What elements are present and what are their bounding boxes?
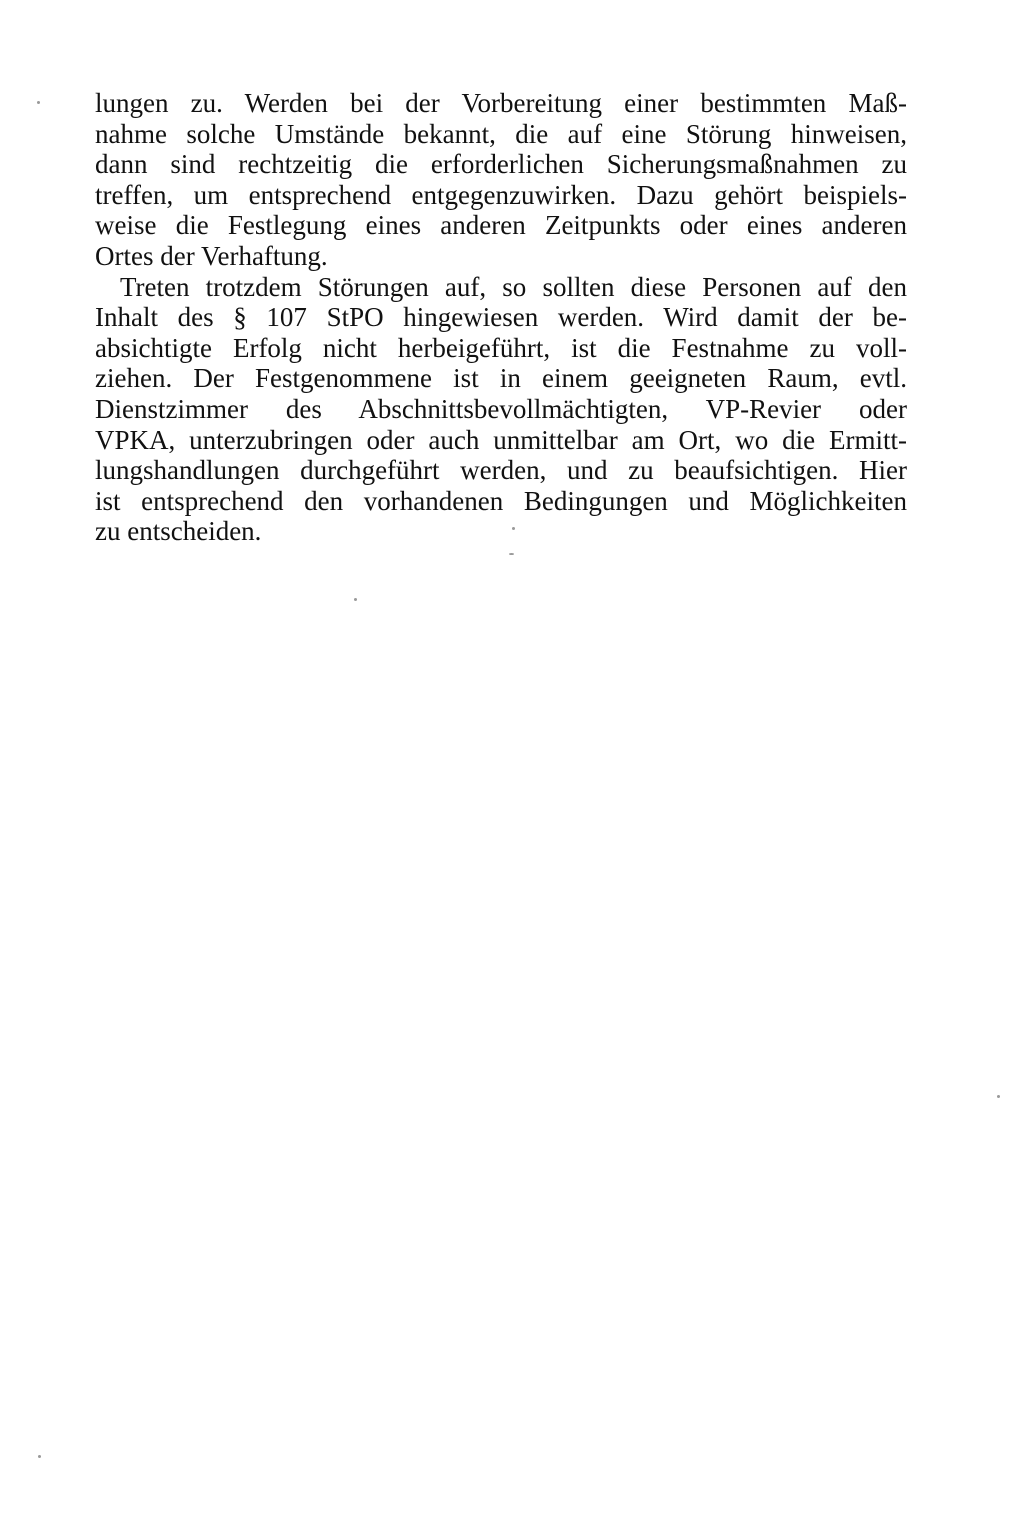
scan-speck [37, 101, 40, 104]
scan-speck [997, 1095, 1000, 1098]
text-line: absichtigte Erfolg nicht herbeigeführt, ist die Festnahme zu voll- [95, 332, 907, 363]
paragraph-2 [95, 272, 907, 547]
text-line: zu entscheiden. [95, 516, 262, 547]
scan-speck [38, 1455, 41, 1458]
text-line: Dienstzimmer des Abschnittsbevollmächtigten, VP-Revier oder [95, 393, 907, 424]
paragraph-1 [95, 88, 907, 272]
text-line: VPKA, unterzubringen oder auch unmittelbar am Ort, wo die Ermitt- [95, 424, 907, 455]
scan-speck [512, 527, 515, 530]
text-line: nahme solche Umstände bekannt, die auf eine Störung hinweisen, [95, 118, 907, 149]
text-line: treffen, um entsprechend entgegenzuwirken. Dazu gehört beispiels- [95, 179, 907, 210]
text-line: ziehen. Der Festgenommene ist in einem geeigneten Raum, evtl. [95, 363, 907, 394]
body-text [95, 88, 907, 547]
text-line: ist entsprechend den vorhandenen Bedingungen und Möglichkeiten [95, 485, 907, 516]
scan-speck [354, 598, 357, 601]
scan-speck [509, 553, 514, 555]
text-line: Inhalt des § 107 StPO hingewiesen werden. Wird damit der be- [95, 302, 907, 333]
text-line: Treten trotzdem Störungen auf, so sollten diese Personen auf den [120, 271, 907, 302]
text-line: lungshandlungen durchgeführt werden, und zu beaufsichtigen. Hier [95, 455, 907, 486]
text-line: weise die Festlegung eines anderen Zeitpunkts oder eines anderen [95, 210, 907, 241]
text-line: dann sind rechtzeitig die erforderlichen Sicherungsmaßnahmen zu [95, 149, 907, 180]
text-line: Ortes der Verhaftung. [95, 240, 328, 271]
text-line: lungen zu. Werden bei der Vorbereitung einer bestimmten Maß- [95, 88, 907, 118]
